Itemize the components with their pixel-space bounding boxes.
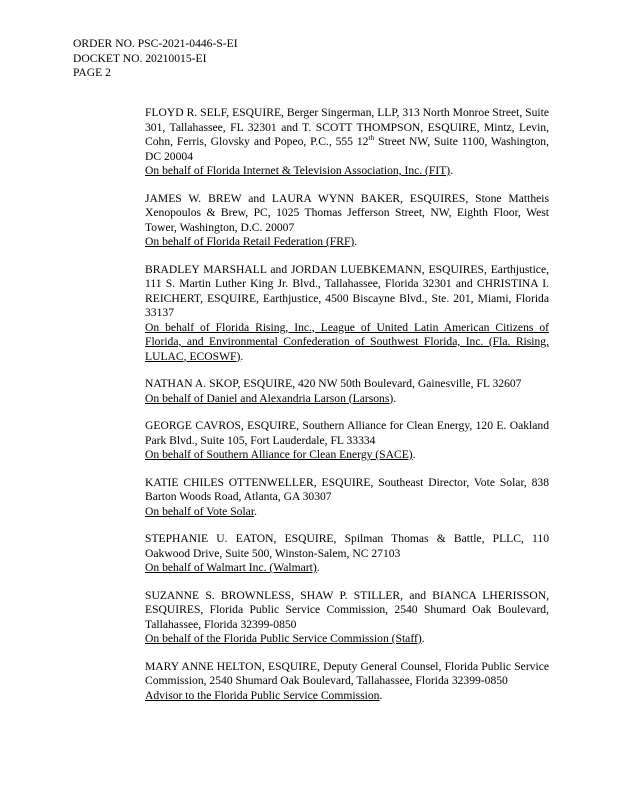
attorney-info: STEPHANIE U. EATON, ESQUIRE, Spilman Thomas & Battle, PLLC, 110 Oakwood Drive, Suite 500, Winston-Salem, NC 27103 — [145, 532, 549, 560]
behalf-of-text: On behalf of Vote Solar — [145, 504, 255, 518]
period: . — [240, 349, 244, 363]
ordinal-suffix: th — [368, 133, 375, 143]
behalf-of-text: On behalf of the Florida Public Service Commission (Staff) — [145, 632, 422, 645]
behalf-line — [145, 235, 549, 250]
period: . — [421, 632, 425, 645]
behalf-line — [145, 561, 549, 576]
behalf-of-text: On behalf of Daniel and Alexandria Larson (Larsons) — [145, 391, 394, 405]
period: . — [393, 391, 397, 405]
period: . — [412, 448, 416, 461]
page-number: PAGE 2 — [73, 66, 111, 79]
behalf-of-text: On behalf of Florida Retail Federation (FRF) — [145, 235, 355, 248]
attorney-info — [145, 106, 549, 164]
behalf-line — [145, 689, 549, 704]
appearance-walmart — [145, 532, 549, 576]
behalf-of-text: On behalf of Southern Alliance for Clean Energy (SACE) — [145, 448, 413, 461]
behalf-line — [145, 392, 549, 407]
appearance-larsons — [145, 377, 549, 406]
appearance-advisor — [145, 660, 549, 704]
period: . — [254, 504, 257, 518]
behalf-of-text: On behalf of Florida Rising, Inc., League of United Latin American Citizens of Florida, and Environmental Confederation of Southwest Florida, Inc. (Fla. Rising, LULAC, ECOSWF) — [145, 320, 549, 363]
behalf-line — [145, 505, 549, 520]
period: . — [354, 235, 358, 248]
appearance-sace — [145, 419, 549, 463]
appearance-fla-rising — [145, 263, 549, 365]
period: . — [316, 561, 320, 574]
behalf-line — [145, 632, 549, 647]
attorney-info: SUZANNE S. BROWNLESS, SHAW P. STILLER, and BIANCA LHERISSON, ESQUIRES, Florida Public Service Commission, 2540 Shumard Oak Boulevard, Tallahassee, Florida 32399-0850 — [145, 588, 549, 631]
attorney-info: BRADLEY MARSHALL and JORDAN LUEBKEMANN, ESQUIRES, Earthjustice, 111 S. Martin Luther King Jr. Blvd., Tallahassee, Florida 32301 and CHRISTINA I. REICHERT, ESQUIRE, Earthjustice, 4500 Biscayne Blvd., Ste. 201, Miami, Florida 33137 — [145, 262, 549, 319]
appearance-frf — [145, 192, 549, 250]
attorney-text: FLOYD R. SELF, ESQUIRE, Berger Singerman, LLP, 313 North Monroe Street, Suite 301, Tallahassee, FL 32301 and T. SCOTT THOMPSON, ESQUIRE, Mintz, Levin, Cohn, Ferris, Glovsky and Popeo, P.C., 555 12 — [145, 106, 549, 148]
appearances-list — [145, 106, 549, 716]
appearance-vote-solar — [145, 476, 549, 520]
order-number: ORDER NO. PSC-2021-0446-S-EI — [73, 37, 238, 50]
page-header — [73, 37, 238, 81]
attorney-info: NATHAN A. SKOP, ESQUIRE, 420 NW 50th Boulevard, Gainesville, FL 32607 — [145, 377, 522, 390]
period: . — [450, 164, 454, 177]
attorney-info: MARY ANNE HELTON, ESQUIRE, Deputy General Counsel, Florida Public Service Commission, 2540 Shumard Oak Boulevard, Tallahassee, Florida 32399-0850 — [145, 659, 549, 687]
attorney-text-cont: Street NW, Suite 1100, Washington, DC 20004 — [145, 135, 549, 163]
appearance-staff — [145, 589, 549, 647]
behalf-line — [145, 164, 549, 179]
behalf-of-text: On behalf of Walmart Inc. (Walmart) — [145, 561, 317, 574]
attorney-info: JAMES W. BREW and LAURA WYNN BAKER, ESQUIRES, Stone Mattheis Xenopoulos & Brew, PC, 1025 Thomas Jefferson Street, NW, Eighth Floor, West Tower, Washington, D.C. 20007 — [145, 191, 549, 234]
behalf-of-text: On behalf of Florida Internet & Television Association, Inc. (FIT) — [145, 164, 451, 177]
behalf-of-text: Advisor to the Florida Public Service Commission — [145, 688, 380, 702]
attorney-info: GEORGE CAVROS, ESQUIRE, Southern Alliance for Clean Energy, 120 E. Oakland Park Blvd., Suite 105, Fort Lauderdale, FL 33334 — [145, 419, 549, 447]
behalf-line — [145, 448, 549, 463]
period: . — [379, 688, 383, 702]
attorney-info: KATIE CHILES OTTENWELLER, ESQUIRE, Southeast Director, Vote Solar, 838 Barton Woods Road, Atlanta, GA 30307 — [145, 475, 549, 503]
docket-number: DOCKET NO. 20210015-EI — [73, 51, 207, 65]
appearance-fit — [145, 106, 549, 179]
behalf-line — [145, 321, 549, 365]
